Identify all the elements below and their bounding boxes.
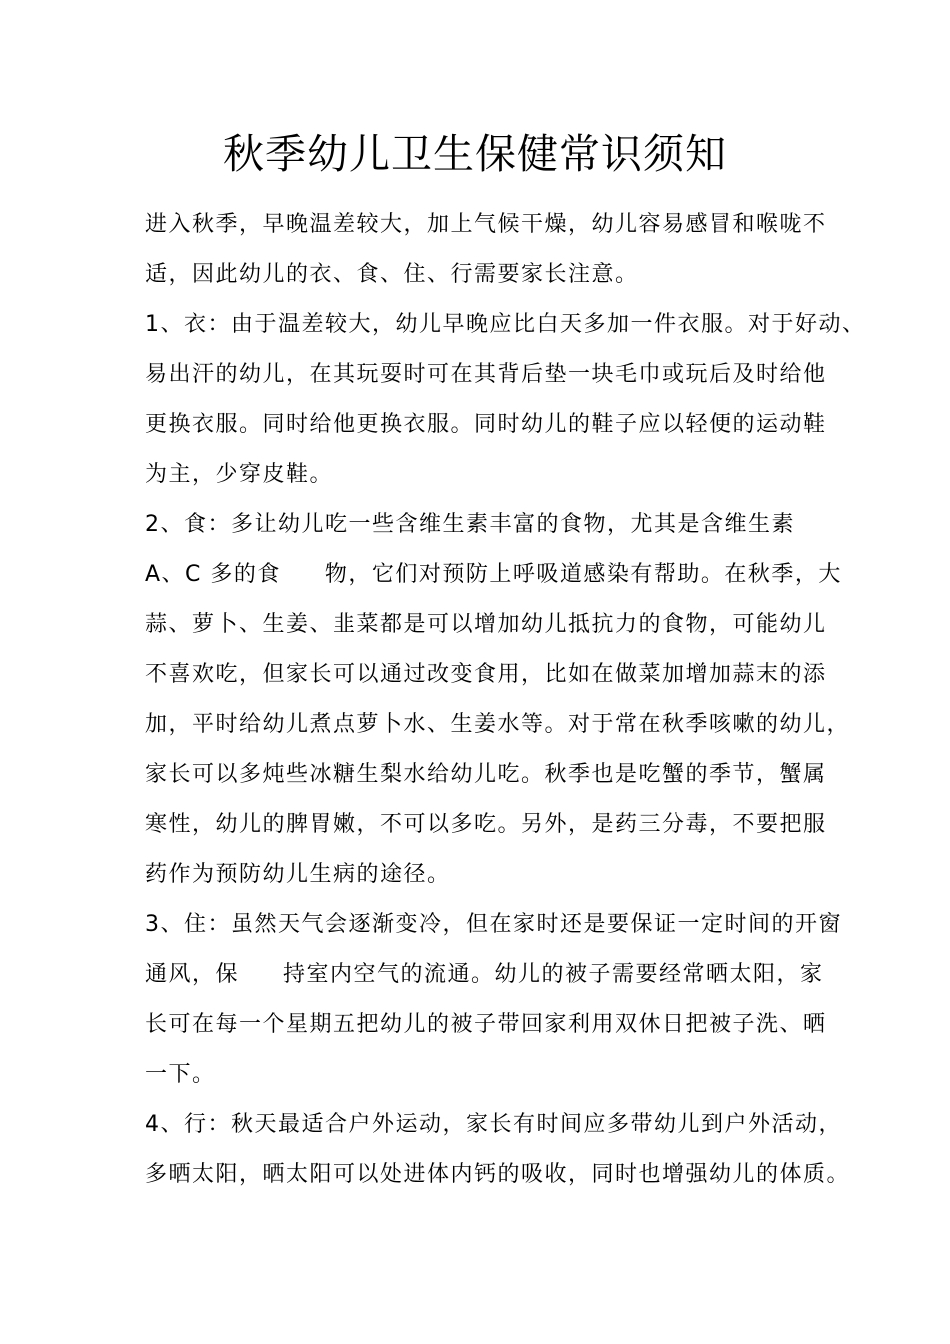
line-text: 家长可以多炖些冰糖生梨水给幼儿吃。秋季也是吃蟹的季节，蟹属 xyxy=(145,762,827,787)
paragraph-line xyxy=(145,1150,851,1200)
paragraph-line xyxy=(145,650,825,700)
line-text: 长可在每一个星期五把幼儿的被子带回家利用双休日把被子洗、晒 xyxy=(145,1012,827,1037)
line-text: 多晒太阳，晒太阳可以处进体内钙的吸收，同时也增强幼儿的体质。 xyxy=(145,1162,851,1187)
paragraph-line xyxy=(145,950,825,1000)
paragraph-line xyxy=(145,900,842,950)
line-text: 持室内空气的流通。幼儿的被子需要经常晒太阳，家 xyxy=(283,962,824,987)
paragraph-line xyxy=(145,700,851,750)
line-text: 不喜欢吃，但家长可以通过改变食用，比如在做菜加增加蒜末的添 xyxy=(145,662,827,687)
paragraph-line xyxy=(145,1100,842,1150)
line-text: 寒性，幼儿的脾胃嫩，不可以多吃。另外，是药三分毒，不要把服 xyxy=(145,812,827,837)
line-text: 4、行：秋天最适合户外运动，家长有时间应多带幼儿到户外活动， xyxy=(145,1112,842,1137)
line-text: 加，平时给幼儿煮点萝卜水、生姜水等。对于常在秋季咳嗽的幼儿， xyxy=(145,712,851,737)
line-text: 物，它们对预防上呼吸道感染有帮助。在秋季，大 xyxy=(324,562,842,587)
paragraph-line xyxy=(145,350,825,400)
line-text: 为主，少穿皮鞋。 xyxy=(145,462,334,487)
line-text: 1、衣：由于温差较大，幼儿早晚应比白天多加一件衣服。对于好动、 xyxy=(145,312,866,337)
paragraph-line xyxy=(145,1000,825,1050)
line-text: 2、食：多让幼儿吃一些含维生素丰富的食物，尤其是含维生素 xyxy=(145,512,795,537)
paragraph-line xyxy=(145,550,842,600)
paragraph-line xyxy=(145,450,825,500)
line-text: 更换衣服。同时给他更换衣服。同时幼儿的鞋子应以轻便的运动鞋 xyxy=(145,412,827,437)
paragraph-line xyxy=(145,850,825,900)
paragraph-line xyxy=(145,750,825,800)
line-text: 进入秋季，早晚温差较大，加上气候干燥，幼儿容易感冒和喉咙不 xyxy=(145,212,827,237)
line-text: 药作为预防幼儿生病的途径。 xyxy=(145,862,451,887)
paragraph-line xyxy=(145,1050,825,1100)
paragraph-line xyxy=(145,300,866,350)
line-text: 蒜、萝卜、生姜、韭菜都是可以增加幼儿抵抗力的食物，可能幼儿 xyxy=(145,612,827,637)
line-text: 适，因此幼儿的衣、食、住、行需要家长注意。 xyxy=(145,262,639,287)
line-text: 易出汗的幼儿，在其玩耍时可在其背后垫一块毛巾或玩后及时给他 xyxy=(145,362,827,387)
paragraph-line xyxy=(145,500,825,550)
line-text: A、C 多的食 xyxy=(145,562,281,587)
line-text: 通风，保 xyxy=(145,962,240,987)
paragraph-line xyxy=(145,400,825,450)
paragraph-line xyxy=(145,800,825,850)
paragraph-line xyxy=(145,200,825,250)
document-title: 秋季幼儿卫生保健常识须知 xyxy=(223,130,727,178)
line-text: 一下。 xyxy=(145,1062,216,1087)
line-text: 3、住：虽然天气会逐渐变冷，但在家时还是要保证一定时间的开窗 xyxy=(145,912,842,937)
paragraph-line xyxy=(145,600,825,650)
paragraph-line xyxy=(145,250,825,300)
